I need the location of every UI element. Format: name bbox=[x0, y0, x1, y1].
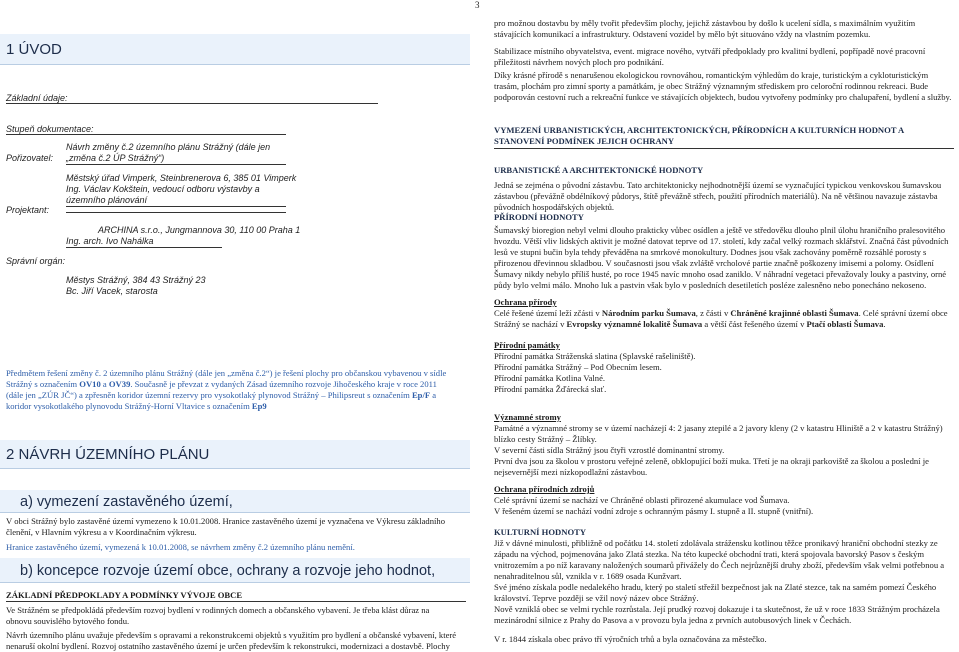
monuments-heading: Přírodní památky bbox=[494, 340, 560, 350]
monuments-list bbox=[494, 351, 954, 395]
procurer-label: Pořizovatel: bbox=[6, 153, 54, 163]
page-number: 3 bbox=[475, 0, 480, 10]
designer-divider bbox=[66, 212, 286, 213]
trees-paragraph-3: První dva jsou za školou v prostoru veřejné zeleně, obklopující boží muka. Třetí je na okraji parkoviště za školou a poslední je nejsevernější mezi nízkopodlažní zástavbou. bbox=[494, 456, 929, 477]
chapter-2-heading: 2 NÁVRH ÚZEMNÍHO PLÁNU bbox=[6, 446, 210, 463]
resources-paragraph-1: Celé správní území se nachází ve Chráněné oblasti přirozené akumulace vod Šumava. bbox=[494, 495, 790, 505]
trees-paragraph-2: V severní části sídla Strážný jsou čtyři vzrostlé dominantní stromy. bbox=[494, 445, 725, 455]
chapter-1-band bbox=[0, 34, 470, 65]
natural-values-heading: PŘÍRODNÍ HODNOTY bbox=[494, 212, 584, 222]
right-paragraph-1: pro možnou dostavbu by měly tvořit především plochy, jejichž zástavbou by došlo k ucelení sídla, s maximálním využitím stávajících komunikací a infrastruktury. Odstavení vozidel by mělo být situováno vždy na vlastním pozemku. bbox=[494, 18, 916, 39]
procurer-line-2: Ing. Václav Kokštein, vedoucí odboru výstavby a územního plánování bbox=[66, 184, 286, 207]
subject-line-3: (dále jen „ZÚR JČ“) a zpřesněn koridor územní rezervy pro vysokotlaký plynovod Strážný – Philipsreut s označením Ep/F a bbox=[6, 390, 437, 400]
assumptions-paragraph-2: Návrh územního plánu uvažuje především s opravami a rekonstrukcemi objektů s využitím pro bydlení a občanské vybavení, které nenaruší okolní bydlení. Rozvoj ostatního zastavěného území je určen především k rekonstrukci, modernizaci a dostavbě. Plochy bbox=[6, 630, 457, 651]
monument-item: Přírodní památka Žďárecká slať. bbox=[494, 384, 607, 394]
trees-heading: Významné stromy bbox=[494, 412, 561, 422]
monument-item: Přírodní památka Strážný – Pod Obecním lesem. bbox=[494, 362, 662, 372]
natural-values-paragraph: Šumavský bioregion nebyl velmi dlouho prakticky vůbec osídlen a ještě ve středověku dlouho plnil úlohu hraničního pralesovitého hvozdu. Větší vliv lidských aktivit je možné datovat teprve od 17. století, kdy začal velký rozmach sklářství. Značná část původních lesů ve stupni bučin byla tehdy převáděna na smrkové monokultury. Dodnes jsou však zachovány poměrně rozsáhlé porosty s přirozenou dřevinnou skladbou. V současnosti jsou však zvláště vrcholové partie značně poškozeny imisemi a polomy. Osídlení Šumavy nikdy nebylo příliš husté, po roce 1945 navíc mnoho osad zaniklo. V náhradní vegetaci převažovaly louky a pastviny, orné půdy bylo velmi málo. Mnoho luk a pastvin však bylo v posledních desetiletích posléze zalesněno nebo ponecháno nekoseno. bbox=[494, 225, 949, 290]
assumptions-paragraph-1: Ve Strážném se předpokládá především rozvoj bydlení v rodinných domech a občanského vybavení. Je třeba klást důraz na obnovu souvislého bytového fondu. bbox=[6, 605, 430, 626]
nature-protection-paragraph: Celé řešené území leží zčásti v Národním parku Šumava, z části v Chráněné krajinné oblasti Šumava. Celé správní území obce Strážný se nachází v Evropsky významné lokalitě Šumava a větší část řešeného území v Ptačí oblasti Šumava. bbox=[494, 308, 948, 329]
urban-values-paragraph: Jedná se zejména o původní zástavbu. Tato architektonicky nejhodnotnější území se vyznačující typickou venkovskou šumavskou zástavbou (převážně obdélníkový půdorys, štítě převážně střech, použití přírodních materiálů). Na ně většinou navazuje zástavba původních hospodářských objektů. bbox=[494, 180, 942, 212]
subject-line-4: koridor vysokotlakého plynovodu Strážný-Horní Vltavice s označením Ep9 bbox=[6, 401, 267, 411]
resources-paragraph-2: V řešeném území se nachází vodní zdroje s ochranným pásmy I. stupně a II. stupně (vnitřní). bbox=[494, 506, 814, 516]
values-heading: VYMEZENÍ URBANISTICKÝCH, ARCHITEKTONICKÝCH, PŘÍRODNÍCH A KULTURNÍCH HODNOT A STANOVENÍ PODMÍNEK JEJICH OCHRANY bbox=[494, 125, 954, 149]
cultural-paragraph-3: Nově vzniklá obec se velmi rychle rozrůstala. Její prudký rozvoj dokazuje i ta skutečnost, že už v roce 1833 Strážným procházela mezinárodní silnice z Prahy do Pasova a v provozu byla jedna z prvních autobusových linek v Čechách. bbox=[494, 604, 940, 625]
authority-line-2: Bc. Jiří Vacek, starosta bbox=[66, 286, 158, 296]
section-a-heading: a) vymezení zastavěného území, bbox=[20, 494, 233, 510]
nature-protection-heading: Ochrana přírody bbox=[494, 297, 557, 307]
subject-line-1: Předmětem řešení změny č. 2 územního plánu Strážný (dále jen „změna č.2“) je řešení plochy pro občanskou vybavenou v sídle bbox=[6, 368, 447, 378]
authority-line-1: Městys Strážný, 384 43 Strážný 23 bbox=[66, 275, 206, 285]
monument-item: Přírodní památka Stráženská slatina (Splavské rašeliniště). bbox=[494, 351, 696, 361]
stage-label: Stupeň dokumentace: bbox=[6, 124, 286, 135]
trees-paragraph-1: Památné a významné stromy se v území nacházejí 4: 2 jasany ztepilé a 2 javory kleny (2 v katastru Hliniště a 2 v katastru Strážný) blízko cesty Strážný – Žlíbky. bbox=[494, 423, 943, 444]
resources-heading: Ochrana přírodních zdrojů bbox=[494, 484, 595, 494]
subject-paragraph bbox=[6, 368, 466, 412]
procurer-line-1: Městský úřad Vimperk, Steinbrenerova 6, 385 01 Vimperk bbox=[66, 173, 297, 183]
section-a-paragraph-2: Hranice zastavěného území, vymezená k 10.01.2008, se návrhem změny č.2 územního plánu nemění. bbox=[6, 542, 355, 552]
chapter-1-heading: 1 ÚVOD bbox=[6, 41, 62, 58]
urban-values-heading: URBANISTICKÉ A ARCHITEKTONICKÉ HODNOTY bbox=[494, 165, 704, 175]
cultural-paragraph-2: Své jméno získala podle nedalekého hradu, který po staletí střežil bezpečnost jak na Zlaté stezce, tak na samém pomezí Českého království. Teprve později se vžil nový název obce Strážný. bbox=[494, 582, 937, 603]
cultural-values-heading: KULTURNÍ HODNOTY bbox=[494, 527, 587, 537]
basic-data-label: Základní údaje: bbox=[6, 93, 378, 104]
cultural-paragraph-4: V r. 1844 získala obec právo tří výročních trhů a byla označována za městečko. bbox=[494, 634, 767, 644]
authority-label: Správní orgán: bbox=[6, 256, 66, 266]
cultural-paragraph-1: Již v dávné minulosti, přibližně od počátku 14. století zdolávala strážensku kotlinou těžce pronikavý hraniční obchodní stezky ze západu na východ, pojmenována jako Zlatá stezka. Na této kupecké obchodní trati, která spojovala bavorský Pasov s českým vnitrozemím a po níž karavany naložených soumarů přivážely do Čech nejrůznější druhy zboží, především však velmi potřebnou a nenahraditelnou sůl, vznikla v r. 1689 osada Kunžvart. bbox=[494, 538, 945, 581]
designer-line-1: ARCHINA s.r.o., Jungmannova 30, 110 00 Praha 1 bbox=[98, 225, 301, 235]
section-b-heading: b) koncepce rozvoje území obce, ochrany a rozvoje jeho hodnot, bbox=[20, 563, 436, 579]
right-paragraph-2: Stabilizace místního obyvatelstva, event. migrace nového, vytváří předpoklady pro kvalitní bydlení, popřípadě nové pracovní příležitosti návrhem nových ploch pro podnikání. bbox=[494, 46, 926, 67]
monument-item: Přírodní památka Kotlina Valné. bbox=[494, 373, 606, 383]
designer-line-2: Ing. arch. Ivo Nahálka bbox=[66, 236, 222, 248]
section-a-paragraph-1: V obci Strážný bylo zastavěné území vymezeno k 10.01.2008. Hranice zastavěného území je vyznačena ve Výkresu základního členění, v Hlavním výkresu a v Koordinačním výkresu. bbox=[6, 516, 445, 537]
right-paragraph-3: Díky krásné přírodě s nenarušenou ekologickou rovnováhou, romantickým výhledům do kraje, turistickým a cykloturistickým trasám, plochám pro zimní sporty a památkám, je obec Strážný významným střediskem pro celoroční rodinnou rekreaci. Bude podporován cestovní ruch a rekreační funkce ve stávajících objektech, budou vytvořeny podmínky pro chalupaření, bydlení a služby. bbox=[494, 70, 952, 102]
subject-line-2: Strážný s označením OV10 a OV39. Současně je převzat z vydaných Zásad územního rozvoje Jihočeského kraje v roce 2011 bbox=[6, 379, 437, 389]
assumptions-heading: ZÁKLADNÍ PŘEDPOKLADY A PODMÍNKY VÝVOJE OBCE bbox=[6, 590, 466, 602]
designer-label: Projektant: bbox=[6, 205, 50, 215]
stage-value: Návrh změny č.2 územního plánu Strážný (dále jen „změna č.2 ÚP Strážný“) bbox=[66, 142, 286, 165]
